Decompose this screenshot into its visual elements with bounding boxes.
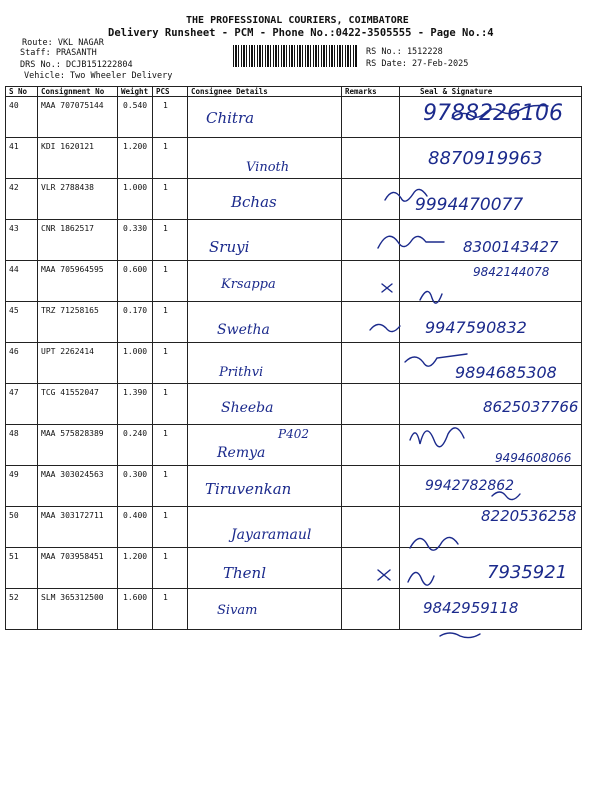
row-pcs: 1 bbox=[153, 589, 188, 630]
row-consignment: CNR 1862517 bbox=[38, 220, 118, 261]
row-pcs: 1 bbox=[153, 261, 188, 302]
row-consignment: MAA 705964595 bbox=[38, 261, 118, 302]
consignee-handwriting: Tiruvenkan bbox=[205, 480, 292, 498]
signature-handwriting: 9994470077 bbox=[415, 195, 524, 215]
row-consignment: MAA 575828389 bbox=[38, 425, 118, 466]
row-sno: 45 bbox=[6, 302, 38, 343]
row-sno: 51 bbox=[6, 548, 38, 589]
consignee-handwriting: Jayaramaul bbox=[231, 527, 312, 543]
col-pcs: PCS bbox=[153, 87, 188, 97]
row-weight: 0.540 bbox=[118, 97, 153, 138]
row-pcs: 1 bbox=[153, 302, 188, 343]
row-pcs: 1 bbox=[153, 179, 188, 220]
consignee-note: P402 bbox=[278, 427, 309, 441]
signature-handwriting: 9947590832 bbox=[425, 318, 527, 337]
row-consignment: MAA 703958451 bbox=[38, 548, 118, 589]
consignee-handwriting: Sruyi bbox=[209, 238, 250, 256]
row-pcs: 1 bbox=[153, 425, 188, 466]
row-pcs: 1 bbox=[153, 97, 188, 138]
consignee-handwriting: Krsappa bbox=[221, 277, 276, 292]
route: Route: VKL NAGAR bbox=[22, 38, 104, 48]
row-sno: 48 bbox=[6, 425, 38, 466]
row-weight: 0.330 bbox=[118, 220, 153, 261]
signature-handwriting: 9942782862 bbox=[425, 478, 515, 494]
row-weight: 1.600 bbox=[118, 589, 153, 630]
col-remarks: Remarks bbox=[342, 87, 400, 97]
consignee-handwriting: Swetha bbox=[217, 322, 270, 338]
row-weight: 0.170 bbox=[118, 302, 153, 343]
vehicle: Vehicle: Two Wheeler Delivery bbox=[24, 71, 173, 81]
row-sno: 43 bbox=[6, 220, 38, 261]
drs-number: DRS No.: DCJB151222804 bbox=[20, 60, 133, 70]
row-sno: 49 bbox=[6, 466, 38, 507]
rs-number: RS No.: 1512228 bbox=[366, 47, 443, 57]
row-weight: 0.300 bbox=[118, 466, 153, 507]
signature-handwriting: 8220536258 bbox=[481, 507, 577, 525]
row-consignment: KDI 1620121 bbox=[38, 138, 118, 179]
row-sno: 44 bbox=[6, 261, 38, 302]
row-pcs: 1 bbox=[153, 507, 188, 548]
company-name: THE PROFESSIONAL COURIERS, COIMBATORE bbox=[186, 15, 409, 26]
row-pcs: 1 bbox=[153, 466, 188, 507]
col-consignee: Consignee Details bbox=[188, 87, 342, 97]
consignee-handwriting: Thenl bbox=[223, 564, 267, 582]
consignee-handwriting: Bchas bbox=[231, 193, 277, 211]
row-consignment: MAA 303172711 bbox=[38, 507, 118, 548]
row-consignment: TRZ 71258165 bbox=[38, 302, 118, 343]
row-pcs: 1 bbox=[153, 220, 188, 261]
row-weight: 1.200 bbox=[118, 138, 153, 179]
signature-handwriting: 9894685308 bbox=[455, 363, 557, 382]
row-weight: 1.390 bbox=[118, 384, 153, 425]
consignee-handwriting: Prithvi bbox=[219, 365, 264, 380]
row-pcs: 1 bbox=[153, 548, 188, 589]
row-sno: 50 bbox=[6, 507, 38, 548]
row-weight: 1.000 bbox=[118, 179, 153, 220]
row-weight: 0.600 bbox=[118, 261, 153, 302]
row-consignment: VLR 2788438 bbox=[38, 179, 118, 220]
signature-handwriting: 9494608066 bbox=[495, 451, 572, 465]
signature-handwriting: 8870919963 bbox=[428, 148, 543, 169]
row-pcs: 1 bbox=[153, 343, 188, 384]
signature-handwriting: 9842144078 bbox=[473, 265, 550, 279]
signature-handwriting: 8300143427 bbox=[463, 238, 559, 256]
staff: Staff: PRASANTH bbox=[20, 48, 97, 58]
row-sno: 41 bbox=[6, 138, 38, 179]
signature-handwriting: 9842959118 bbox=[423, 599, 519, 617]
consignee-handwriting: Vinoth bbox=[246, 160, 290, 175]
rs-date: RS Date: 27-Feb-2025 bbox=[366, 59, 469, 69]
row-sno: 47 bbox=[6, 384, 38, 425]
runsheet-title: Delivery Runsheet - PCM - Phone No.:0422-3505555 - Page No.:4 bbox=[108, 27, 494, 39]
col-consignment: Consignment No bbox=[38, 87, 118, 97]
col-signature: Seal & Signature bbox=[400, 87, 582, 97]
signature-handwriting: 7935921 bbox=[487, 562, 568, 583]
row-consignment: TCG 41552047 bbox=[38, 384, 118, 425]
row-sno: 42 bbox=[6, 179, 38, 220]
signature-handwriting: 9788226106 bbox=[423, 101, 563, 126]
consignee-handwriting: Chitra bbox=[206, 109, 255, 127]
signature-handwriting: 8625037766 bbox=[483, 398, 579, 416]
row-weight: 0.400 bbox=[118, 507, 153, 548]
row-consignment: SLM 365312500 bbox=[38, 589, 118, 630]
consignee-handwriting: Remya bbox=[217, 445, 266, 461]
consignee-handwriting: Sivam bbox=[217, 603, 258, 618]
col-sno: S No bbox=[6, 87, 38, 97]
row-weight: 0.240 bbox=[118, 425, 153, 466]
row-weight: 1.200 bbox=[118, 548, 153, 589]
row-sno: 40 bbox=[6, 97, 38, 138]
row-consignment: MAA 303024563 bbox=[38, 466, 118, 507]
row-pcs: 1 bbox=[153, 138, 188, 179]
row-sno: 46 bbox=[6, 343, 38, 384]
row-sno: 52 bbox=[6, 589, 38, 630]
row-consignment: UPT 2262414 bbox=[38, 343, 118, 384]
col-weight: Weight bbox=[118, 87, 153, 97]
consignee-handwriting: Sheeba bbox=[221, 400, 274, 416]
row-weight: 1.000 bbox=[118, 343, 153, 384]
row-pcs: 1 bbox=[153, 384, 188, 425]
row-consignment: MAA 707075144 bbox=[38, 97, 118, 138]
